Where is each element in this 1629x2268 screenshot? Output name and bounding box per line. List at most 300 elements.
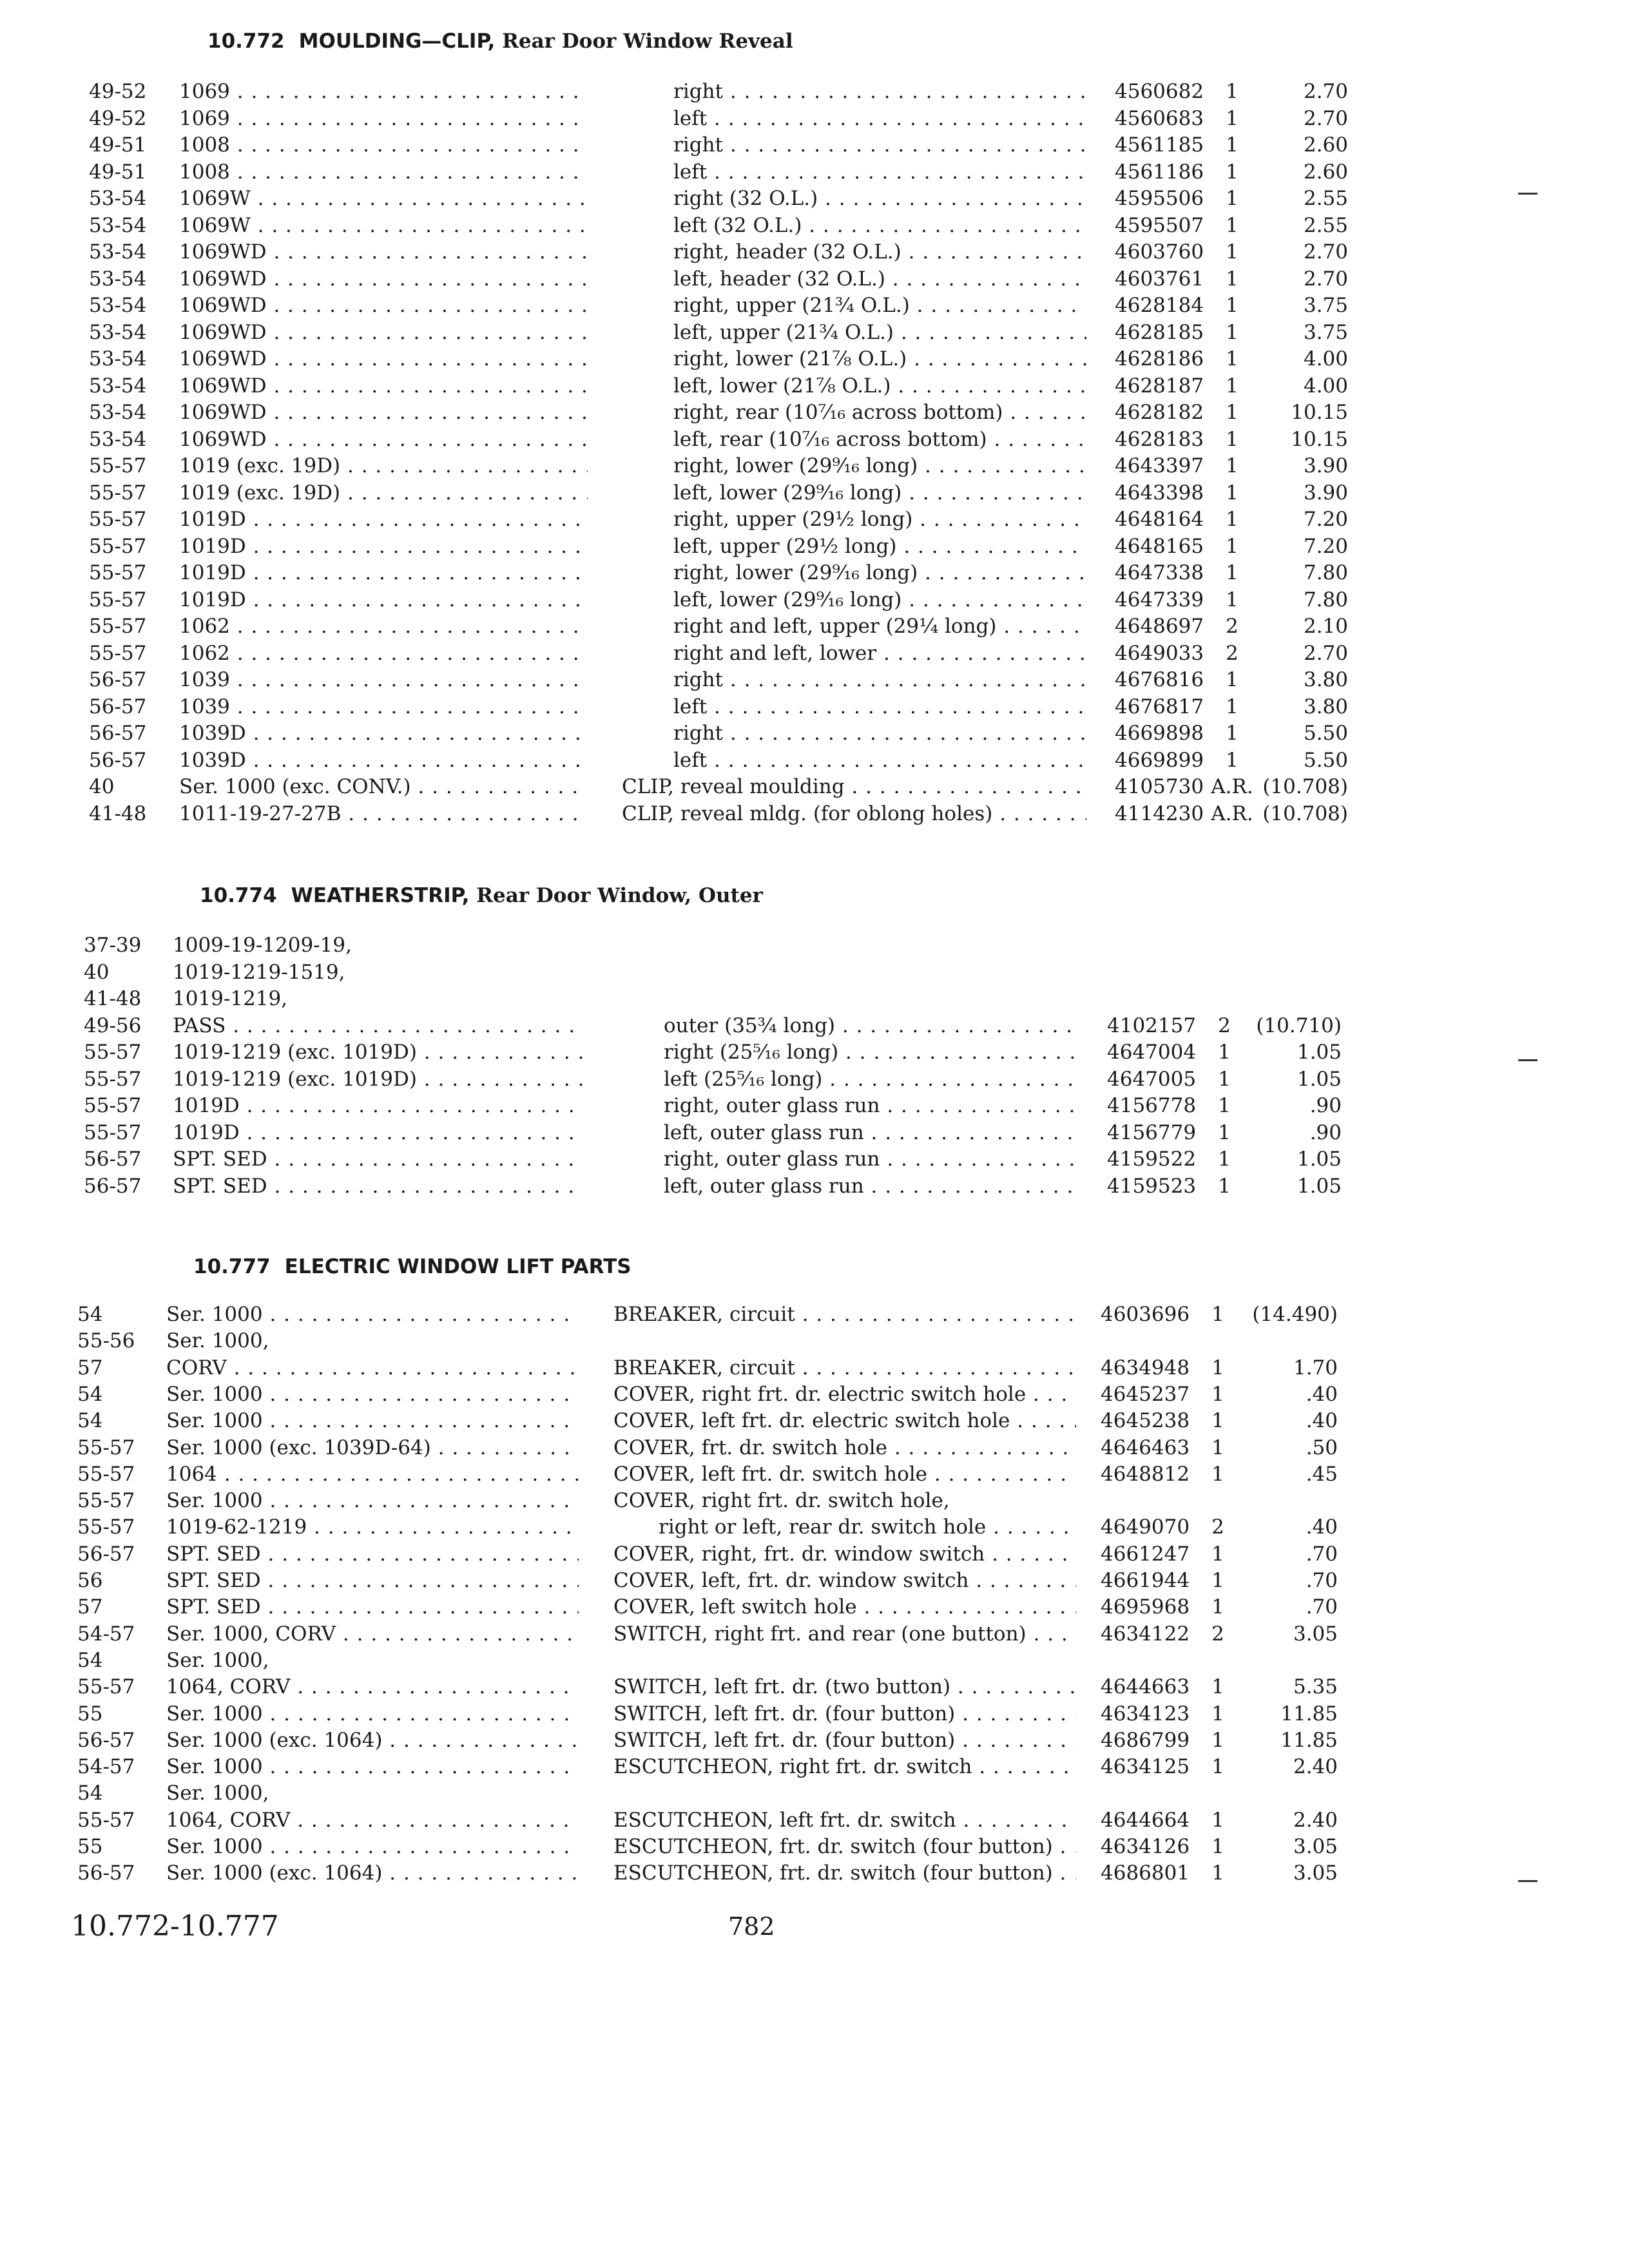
quantity: 1 [1211,1303,1224,1326]
price: .40 [1306,1382,1338,1406]
description-cell [664,1013,1079,1039]
year-range: 53-54 [89,294,147,317]
description-text: right, outer glass run [664,1094,880,1117]
description-text: left, rear (10⁷⁄₁₆ across bottom) [673,427,987,451]
quantity: 2 [1218,1014,1231,1037]
model-text: PASS [173,1014,226,1037]
year-range: 56-57 [77,1861,135,1885]
model-cell [179,106,588,132]
quantity: 1 [1226,534,1239,558]
year-range: 55-57 [89,481,147,505]
part-number: 4561186 [1115,160,1204,184]
part-number: 4645238 [1101,1409,1190,1433]
table-row [0,1461,1629,1488]
year-range: 56 [77,1569,103,1592]
model-text: 1019-62-1219 [166,1515,307,1539]
section-subtitle: Rear Door Window, Outer [476,884,763,907]
model-text: 1019D [173,1094,240,1117]
model-text: Ser. 1000 (exc. CONV.) [179,775,411,798]
quantity: 1 [1211,1728,1224,1752]
description-cell [664,1039,1079,1066]
description-text: ESCUTCHEON, frt. dr. switch (four button) [613,1835,1053,1858]
description-cell [613,1435,1076,1461]
model-text: SPT. SED [173,1174,267,1198]
price: .50 [1306,1436,1338,1459]
table-row [0,667,1629,693]
year-range: 40 [84,960,110,984]
part-number: 4628183 [1115,427,1204,451]
part-number: 4676817 [1115,695,1204,718]
part-number: 4686799 [1101,1728,1190,1752]
year-range: 55-57 [77,1675,135,1699]
model-text: 1069 [179,106,230,130]
quantity: 1 [1211,1436,1224,1459]
model-text: CORV [166,1356,227,1379]
model-text: Ser. 1000 (exc. 1064) [166,1728,383,1752]
year-range: 54 [77,1782,103,1805]
table-row [0,1860,1629,1887]
description-text: COVER, right, frt. dr. window switch [613,1542,985,1566]
quantity: 1 [1218,1120,1231,1144]
price: 2.70 [1303,80,1348,103]
price: .40 [1306,1409,1338,1433]
model-cell [173,1013,583,1039]
model-text: Ser. 1000 [166,1755,263,1779]
quantity: 1 [1211,1382,1224,1406]
year-range: 55-57 [89,615,147,638]
quantity: 1 [1211,1808,1224,1832]
year-range: 54 [77,1409,103,1433]
price: 2.40 [1293,1755,1338,1779]
model-text: Ser. 1000 [166,1303,263,1326]
price: 3.90 [1303,454,1348,477]
description-text: right [673,80,724,103]
model-cell [179,694,588,720]
model-text: 1069WD [179,347,267,370]
description-text: CLIP, reveal mldg. (for oblong holes) [622,802,993,825]
price: 7.20 [1303,534,1348,558]
model-cell [166,1807,579,1834]
description-text: left, outer glass run [664,1174,864,1198]
model-text: Ser. 1000 [166,1489,263,1513]
price: .70 [1306,1542,1338,1566]
description-text: right, lower (21⅞ O.L.) [673,347,907,370]
year-range: 54-57 [77,1622,135,1646]
price: 1.05 [1296,1148,1342,1171]
description-cell [664,1093,1079,1119]
price: 2.70 [1303,240,1348,264]
table-row [0,1674,1629,1700]
year-range: 53-54 [89,267,147,291]
description-cell [613,1408,1076,1434]
table-row [0,1146,1629,1173]
table-row [0,694,1629,720]
year-range: 55-57 [84,1041,142,1064]
part-number: 4560682 [1115,80,1204,103]
model-cell [179,747,588,774]
price: 2.60 [1303,160,1348,184]
price: (10.708) [1262,802,1348,825]
model-cell [173,986,583,1012]
part-number: 4661944 [1101,1569,1190,1592]
model-cell [179,320,588,346]
table-row [0,1302,1629,1328]
model-text: 1069WD [179,294,267,317]
model-cell [173,1093,583,1119]
price: 1.05 [1296,1174,1342,1198]
model-cell [166,1780,579,1807]
price: 10.15 [1291,427,1348,451]
part-number: 4661247 [1101,1542,1190,1566]
description-text: right [673,133,724,157]
price: 1.70 [1293,1356,1338,1379]
model-cell [166,1648,579,1674]
model-text: 1064 [166,1462,217,1486]
model-text: 1008 [179,133,230,157]
table-row [0,159,1629,186]
section-number: 10.774 [200,884,277,907]
table-row [0,427,1629,453]
part-number: 4647004 [1107,1041,1197,1064]
part-number: 4648164 [1115,508,1204,531]
table-row [0,1514,1629,1541]
model-cell [173,1146,583,1173]
table-row [0,1435,1629,1461]
quantity: 1 [1226,588,1239,611]
part-number: 4649070 [1101,1515,1190,1539]
quantity: 1 [1218,1094,1231,1117]
model-text: 1019-1219, [173,987,288,1010]
model-cell [179,159,588,186]
quantity: 1 [1211,1542,1224,1566]
description-text: right [673,668,724,691]
model-text: 1009-19-1209-19, [173,934,352,957]
description-text: COVER, left switch hole [613,1595,857,1619]
table-row [0,1173,1629,1200]
description-text: right, outer glass run [664,1148,880,1171]
part-number: 4648697 [1115,615,1204,638]
price: 5.50 [1303,722,1348,745]
table-row [0,1621,1629,1648]
table-row [0,320,1629,346]
description-cell [613,1621,1076,1648]
model-cell [166,1754,579,1780]
quantity: 1 [1226,267,1239,291]
part-number: 4628185 [1115,320,1204,344]
year-range: 53-54 [89,374,147,398]
part-number: 4648165 [1115,534,1204,558]
table-row [0,373,1629,399]
model-text: 1039 [179,668,230,691]
table-row [0,1648,1629,1674]
quantity: 1 [1218,1067,1231,1091]
table-row [0,959,1629,986]
model-text: Ser. 1000 [166,1382,263,1406]
model-cell [179,213,588,239]
model-cell [173,1173,583,1200]
table-row [0,560,1629,586]
description-text: left, header (32 O.L.) [673,267,885,291]
model-cell [173,1039,583,1066]
year-range: 55-57 [89,561,147,584]
price: 2.40 [1293,1808,1338,1832]
table-row [0,106,1629,132]
quantity: A.R. [1211,775,1253,798]
model-text: 1039D [179,748,246,772]
year-range: 54-57 [77,1755,135,1779]
model-text: 1069WD [179,240,267,264]
table-row [0,79,1629,105]
model-text: 1062 [179,615,230,638]
section-heading [200,884,763,907]
model-cell [179,720,588,747]
description-cell [673,239,1086,265]
description-text: right, rear (10⁷⁄₁₆ across bottom) [673,401,1003,424]
price: 10.15 [1291,401,1348,424]
year-range: 55-57 [89,508,147,531]
price: 5.35 [1293,1675,1338,1699]
description-text: left (32 O.L.) [673,213,802,237]
year-range: 54 [77,1303,103,1326]
model-text: SPT. SED [166,1542,261,1566]
description-text: SWITCH, left frt. dr. (two button) [613,1675,951,1699]
table-row [0,1754,1629,1780]
price: (10.710) [1256,1014,1342,1037]
price: (10.708) [1262,775,1348,798]
model-cell [179,640,588,667]
section-title: ELECTRIC WINDOW LIFT PARTS [284,1255,631,1278]
model-text: 1069WD [179,267,267,291]
model-text: 1019D [179,508,246,531]
part-number: 4644663 [1101,1675,1190,1699]
model-cell [166,1701,579,1727]
model-text: 1019-1219-1519, [173,960,345,984]
price: 2.70 [1303,106,1348,130]
table-row [0,506,1629,533]
description-text: left, lower (21⅞ O.L.) [673,374,891,398]
model-cell [166,1514,579,1541]
description-cell [673,346,1086,372]
model-text: Ser. 1000, CORV [166,1622,336,1646]
part-number: 4628187 [1115,374,1204,398]
model-text: 1064, CORV [166,1808,291,1832]
year-range: 40 [89,775,115,798]
quantity: 1 [1226,294,1239,317]
price: 3.05 [1293,1861,1338,1885]
table-row [0,453,1629,479]
model-cell [173,1066,583,1093]
description-text: COVER, frt. dr. switch hole [613,1436,887,1459]
price: 2.55 [1303,213,1348,237]
margin-tick-mark [1518,193,1537,195]
table-row [0,1807,1629,1834]
part-number: 4603760 [1115,240,1204,264]
footer-section-range: 10.772-10.777 [71,1910,279,1943]
model-text: 1008 [179,160,230,184]
price: 2.70 [1303,641,1348,665]
part-number: 4645237 [1101,1382,1190,1406]
quantity: 1 [1218,1148,1231,1171]
part-number: 4603761 [1115,267,1204,291]
description-cell [664,1120,1079,1146]
model-cell [179,186,588,212]
table-row [0,346,1629,372]
part-number: 4647339 [1115,588,1204,611]
year-range: 41-48 [84,987,142,1010]
model-cell [179,293,588,319]
model-cell [179,480,588,506]
model-cell [166,1568,579,1594]
description-text: SWITCH, right frt. and rear (one button) [613,1622,1027,1646]
price: 3.05 [1293,1835,1338,1858]
description-cell [613,1860,1076,1887]
quantity: 1 [1226,160,1239,184]
price: 3.80 [1303,668,1348,691]
margin-tick-mark [1518,1880,1537,1882]
part-number: 4686801 [1101,1861,1190,1885]
description-cell [613,1807,1076,1834]
part-number: 4102157 [1107,1014,1197,1037]
description-cell [613,1568,1076,1594]
quantity: 1 [1226,722,1239,745]
description-cell [673,427,1086,453]
model-cell [166,1541,579,1568]
quantity: 1 [1226,133,1239,157]
part-number: 4634126 [1101,1835,1190,1858]
quantity: 1 [1211,1595,1224,1619]
table-row [0,1355,1629,1381]
price: 3.90 [1303,481,1348,505]
model-cell [166,1621,579,1648]
description-text: left, upper (29½ long) [673,534,897,558]
part-number: 4560683 [1115,106,1204,130]
quantity: 1 [1211,1755,1224,1779]
model-cell [179,132,588,159]
description-cell [613,1302,1076,1328]
quantity: 1 [1211,1835,1224,1858]
description-cell [613,1461,1076,1488]
description-cell [673,106,1086,132]
year-range: 55-57 [77,1436,135,1459]
description-text: right and left, lower [673,641,877,665]
price: 7.80 [1303,588,1348,611]
price: 4.00 [1303,374,1348,398]
model-text: Ser. 1000, [166,1648,269,1672]
part-number: 4643398 [1115,481,1204,505]
model-text: 1019D [179,588,246,611]
model-text: Ser. 1000, [166,1782,269,1805]
table-row [0,932,1629,959]
year-range: 53-54 [89,427,147,451]
year-range: 55-57 [77,1515,135,1539]
description-text: right, header (32 O.L.) [673,240,901,264]
model-cell [179,506,588,533]
description-cell [673,747,1086,774]
model-cell [166,1727,579,1754]
description-text: left, lower (29⁹⁄₁₆ long) [673,588,902,611]
table-row [0,186,1629,212]
model-text: 1019 (exc. 19D) [179,481,341,505]
description-cell [613,1674,1076,1700]
quantity: 1 [1226,481,1239,505]
quantity: 1 [1226,508,1239,531]
quantity: 1 [1226,374,1239,398]
quantity: 1 [1211,1861,1224,1885]
part-number: 4669899 [1115,748,1204,772]
description-cell [673,667,1086,693]
description-cell [664,1173,1079,1200]
part-number: 4669898 [1115,722,1204,745]
table-row [0,1328,1629,1354]
quantity: 1 [1211,1675,1224,1699]
description-cell [673,453,1086,479]
description-text: CLIP, reveal moulding [622,775,845,798]
year-range: 56-57 [89,722,147,745]
year-range: 55-57 [77,1808,135,1832]
price: (14.490) [1252,1303,1338,1326]
model-text: SPT. SED [166,1569,261,1592]
year-range: 55 [77,1702,103,1725]
price: 3.80 [1303,695,1348,718]
price: .40 [1306,1515,1338,1539]
model-text: 1069WD [179,401,267,424]
model-text: 1039D [179,722,246,745]
description-cell [673,79,1086,105]
quantity: 2 [1211,1515,1224,1539]
model-cell [166,1860,579,1887]
part-number: 4634948 [1101,1356,1190,1379]
part-number: 4648812 [1101,1462,1190,1486]
description-cell [613,1541,1076,1568]
description-cell [664,1146,1079,1173]
year-range: 55-57 [89,454,147,477]
description-cell [613,1834,1076,1860]
model-text: Ser. 1000 [166,1409,263,1433]
table-row [0,1568,1629,1594]
model-text: 1019 (exc. 19D) [179,454,341,477]
description-text: BREAKER, circuit [613,1356,795,1379]
model-cell [166,1834,579,1860]
year-range: 56-57 [77,1542,135,1566]
description-text: ESCUTCHEON, right frt. dr. switch [613,1755,972,1779]
model-cell [179,266,588,293]
description-text: right or left, rear dr. switch hole [659,1515,987,1539]
table-row [0,132,1629,159]
year-range: 55-57 [84,1067,142,1091]
year-range: 57 [77,1356,103,1379]
model-cell [166,1674,579,1700]
price: 11.85 [1280,1728,1338,1752]
model-text: 1069W [179,213,251,237]
price: 4.00 [1303,347,1348,370]
description-text: left, outer glass run [664,1120,864,1144]
description-text: left, lower (29⁹⁄₁₆ long) [673,481,902,505]
description-text: COVER, left frt. dr. switch hole [613,1462,928,1486]
model-cell [166,1435,579,1461]
part-number: 4595507 [1115,213,1204,237]
model-cell [179,373,588,399]
table-row [0,1701,1629,1727]
price: 3.75 [1303,294,1348,317]
model-text: Ser. 1000 (exc. 1064) [166,1861,383,1885]
description-cell [613,1754,1076,1780]
part-number: 4628186 [1115,347,1204,370]
model-cell [179,613,588,640]
part-number: 4159522 [1107,1148,1197,1171]
description-cell [664,1066,1079,1093]
year-range: 55 [77,1835,103,1858]
table-row [0,747,1629,774]
